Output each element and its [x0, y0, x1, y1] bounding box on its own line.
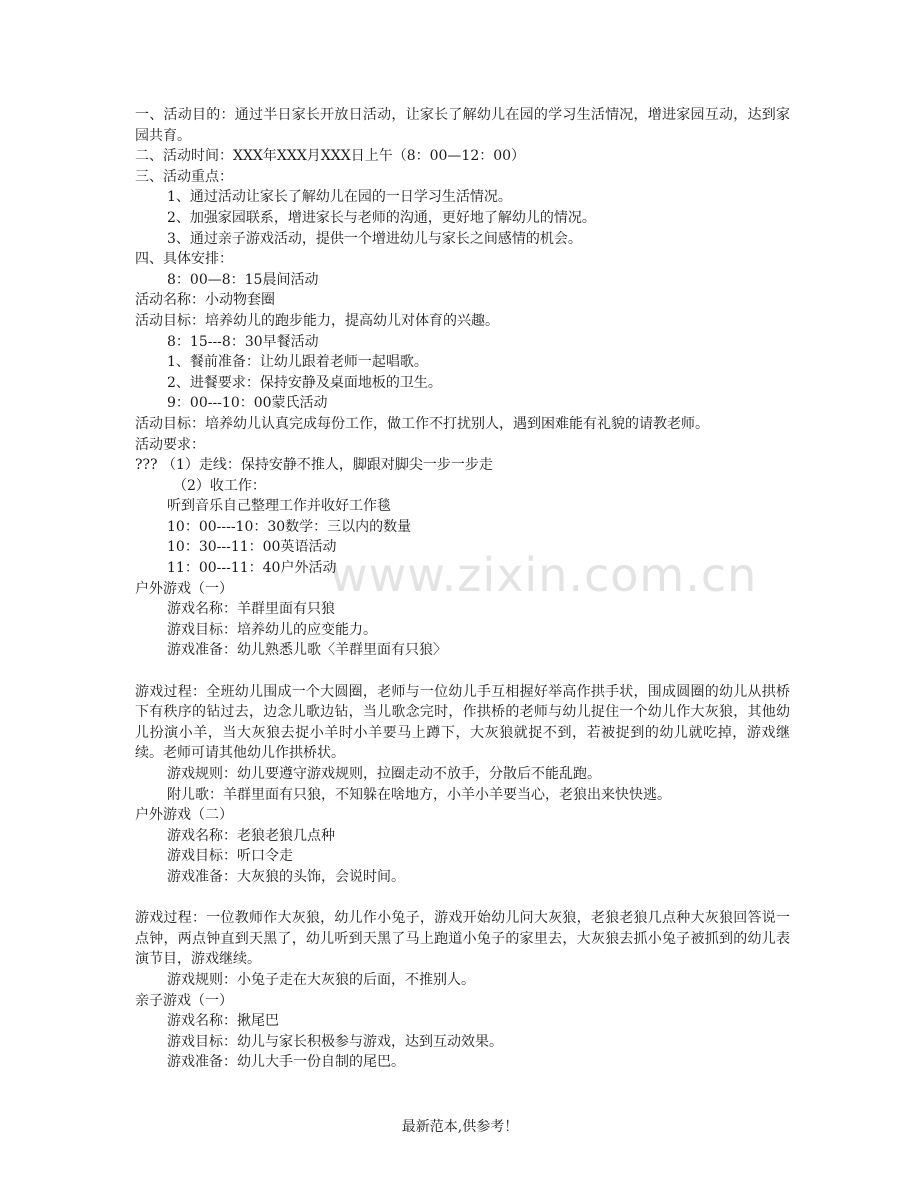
text-line: 活动目标：培养幼儿的跑步能力，提高幼儿对体育的兴趣。 [135, 312, 499, 329]
text-line: （2）收工作： [173, 477, 266, 494]
text-line: 游戏准备：幼儿大手一份自制的尾巴。 [167, 1054, 405, 1071]
text-line: 附儿歌：羊群里面有只狼，不知躲在啥地方，小羊小羊要当心，老狼出来快快逃。 [167, 786, 671, 803]
text-line: 游戏规则：小兔子走在大灰狼的后面，不推别人。 [167, 971, 475, 988]
text-line: 2、加强家园联系，增进家长与老师的沟通，更好地了解幼儿的情况。 [167, 209, 596, 226]
text-paragraph: 游戏过程：一位教师作大灰狼，幼儿作小兔子，游戏开始幼儿问大灰狼，老狼老狼几点种大灰狼回答说一点钟，两点钟直到天黑了，幼儿听到天黑了马上跑道小兔子的家里去，大灰狼去抓小兔子被抓到的幼儿表演节目，游戏继续。 [135, 910, 790, 968]
text-line: 1、餐前准备：让幼儿跟着老师一起唱歌。 [167, 354, 428, 371]
schedule-time: 10：00----10：30数学：三以内的数量 [167, 518, 412, 535]
section-heading: 三、活动重点： [135, 168, 233, 185]
text-line: 游戏目标：培养幼儿的应变能力。 [167, 621, 377, 638]
page-footer: 最新范本,供参考！ [401, 1119, 519, 1135]
text-line: 游戏目标：幼儿与家长积极参与游戏，达到互动效果。 [167, 1033, 503, 1050]
text-line: 游戏名称：揪尾巴 [167, 1013, 279, 1030]
schedule-time: 8：00—8：15晨间活动 [167, 271, 319, 288]
section-heading: 户外游戏（一） [135, 580, 233, 597]
text-line: 二、活动时间：XXX年XXX月XXX日上午（8：00—12：00） [135, 148, 526, 165]
text-line: 一、活动目的：通过半日家长开放日活动，让家长了解幼儿在园的学习生活情况，增进家园互动，达到家园共育。 [135, 107, 790, 144]
text-line: 游戏准备：幼儿熟悉儿歌〈羊群里面有只狼〉 [167, 642, 447, 659]
schedule-time: 10：30---11：00英语活动 [167, 539, 337, 556]
text-line: 1、通过活动让家长了解幼儿在园的一日学习生活情况。 [167, 189, 512, 206]
text-line: 2、进餐要求：保持安静及桌面地板的卫生。 [167, 374, 442, 391]
text-paragraph: 游戏过程：全班幼儿围成一个大圆圈，老师与一位幼儿手互相握好举高作拱手状，围成圆圈的幼儿从拱桥下有秩序的钻过去，边念儿歌边钻，当儿歌念完时，作拱桥的老师与幼儿捉住一个幼儿作大灰狼，其他幼儿扮演小羊，当大灰狼去捉小羊时小羊要马上蹲下，大灰狼就捉不到，若被捉到的幼儿就吃掉，游戏继续。老师可请其他幼儿作拱桥状。 [135, 683, 790, 762]
text-line: ??? （1）走线：保持安静不推人，脚跟对脚尖一步一步走 [135, 457, 493, 474]
document-body [135, 105, 790, 1073]
text-line: 游戏目标：听口令走 [167, 848, 293, 865]
schedule-time: 11：00---11：40户外活动 [167, 560, 337, 577]
text-line: 活动要求： [135, 436, 205, 453]
text-line: 游戏名称：羊群里面有只狼 [167, 601, 335, 618]
text-line: 活动名称：小动物套圈 [135, 292, 275, 309]
text-line: 3、通过亲子游戏活动，提供一个增进幼儿与家长之间感情的机会。 [167, 230, 582, 247]
section-heading: 四、具体安排： [135, 251, 233, 268]
text-line: 活动目标：培养幼儿认真完成每份工作，做工作不打扰别人，遇到困难能有礼貌的请教老师。 [135, 415, 709, 432]
watermark: www.zixin.com.cn [330, 548, 758, 602]
schedule-time: 8：15---8：30早餐活动 [167, 333, 319, 350]
section-heading: 户外游戏（二） [135, 807, 233, 824]
text-line: 游戏规则：幼儿要遵守游戏规则，拉圈走动不放手，分散后不能乱跑。 [167, 766, 601, 782]
text-line: 听到音乐自己整理工作并收好工作毯 [167, 498, 391, 515]
schedule-time: 9：00---10：00蒙氏活动 [167, 395, 328, 412]
text-line: 游戏准备：大灰狼的头饰，会说时间。 [167, 868, 405, 885]
text-line: 游戏名称：老狼老狼几点种 [167, 827, 335, 844]
blank-line [135, 888, 790, 909]
section-heading: 亲子游戏（一） [135, 992, 233, 1009]
blank-line [135, 661, 790, 682]
